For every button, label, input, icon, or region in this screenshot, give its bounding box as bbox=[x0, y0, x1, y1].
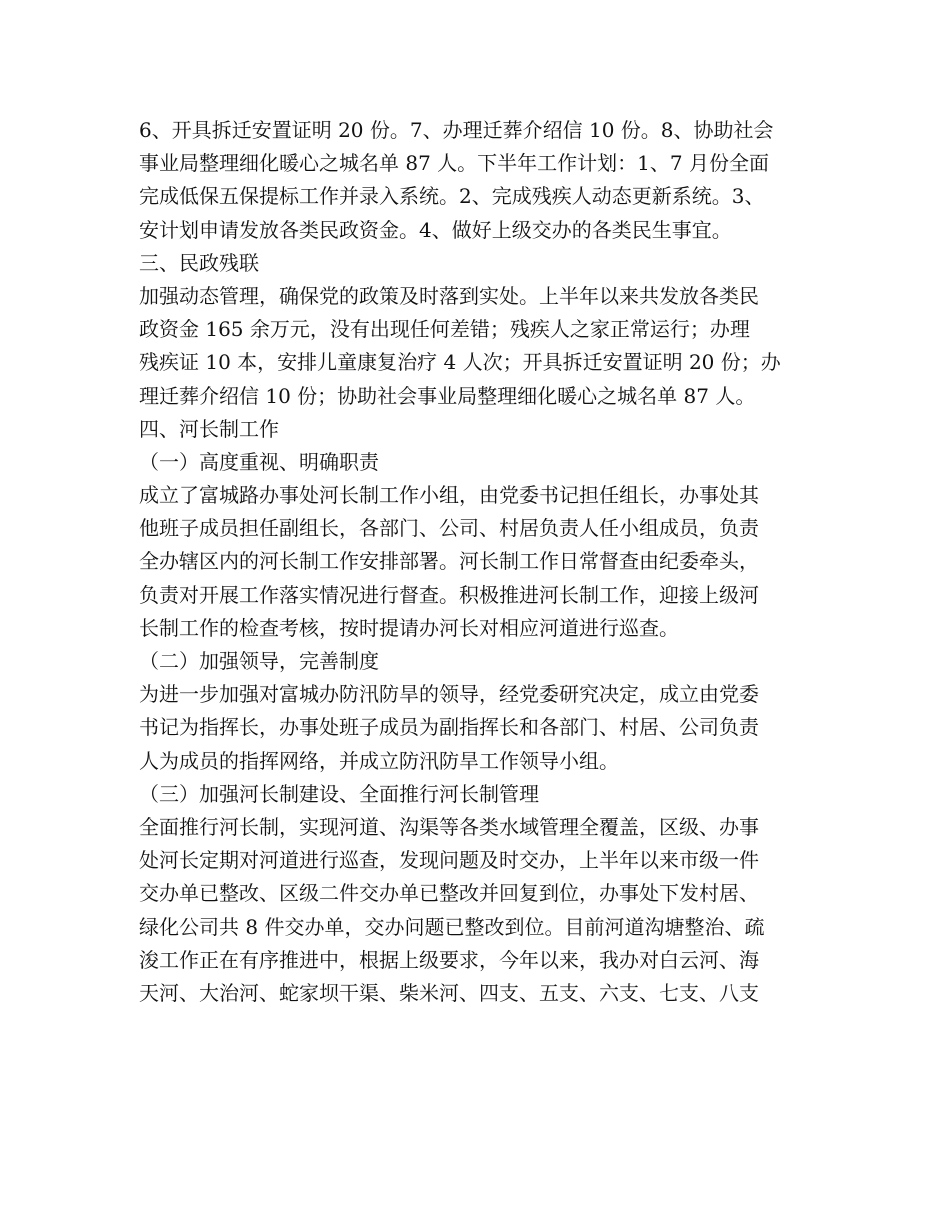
text-line: 全办辖区内的河长制工作安排部署。河长制工作日常督查由纪委牵头， bbox=[139, 549, 759, 574]
text-line: 他班子成员担任副组长，各部门、公司、村居负责人任小组成员，负责 bbox=[139, 516, 759, 541]
document-body bbox=[139, 114, 815, 1010]
text-line: 全面推行河长制，实现河道、沟渠等各类水域管理全覆盖，区级、办事 bbox=[139, 814, 759, 839]
text-line: 为进一步加强对富城办防汛防旱的领导，经党委研究决定，成立由党委 bbox=[139, 682, 759, 707]
text-line: 6、开具拆迁安置证明 20 份。7、办理迁葬介绍信 10 份。8、协助社会 bbox=[139, 118, 774, 142]
section-heading: 三、民政残联 bbox=[139, 250, 259, 275]
text-line: 浚工作正在有序推进中，根据上级要求，今年以来，我办对白云河、海 bbox=[139, 947, 759, 972]
subsection-heading: （三）加强河长制建设、全面推行河长制管理 bbox=[139, 781, 539, 806]
text-line: 人为成员的指挥网络，并成立防汛防旱工作领导小组。 bbox=[139, 748, 619, 773]
text-line: 安计划申请发放各类民政资金。4、做好上级交办的各类民生事宜。 bbox=[139, 217, 732, 242]
text-line: 理迁葬介绍信 10 份；协助社会事业局整理细化暖心之城名单 87 人。 bbox=[139, 383, 756, 408]
text-line: 处河长定期对河道进行巡查，发现问题及时交办，上半年以来市级一件 bbox=[139, 848, 759, 873]
text-line: 加强动态管理，确保党的政策及时落到实处。上半年以来共发放各类民 bbox=[139, 283, 759, 308]
text-line: 成立了富城路办事处河长制工作小组，由党委书记担任组长，办事处其 bbox=[139, 483, 759, 508]
text-line: 交办单已整改、区级二件交办单已整改并回复到位，办事处下发村居、 bbox=[139, 881, 759, 906]
subsection-heading: （一）高度重视、明确职责 bbox=[139, 449, 379, 474]
text-line: 长制工作的检查考核，按时提请办河长对相应河道进行巡查。 bbox=[139, 615, 679, 640]
text-line: 完成低保五保提标工作并录入系统。2、完成残疾人动态更新系统。3、 bbox=[139, 184, 765, 209]
text-line: 书记为指挥长，办事处班子成员为副指挥长和各部门、村居、公司负责 bbox=[139, 715, 759, 740]
text-line: 负责对开展工作落实情况进行督查。积极推进河长制工作，迎接上级河 bbox=[139, 582, 759, 607]
text-line: 政资金 165 余万元，没有出现任何差错；残疾人之家正常运行；办理 bbox=[139, 317, 750, 342]
text-line: 天河、大治河、蛇家坝干渠、柴米河、四支、五支、六支、七支、八支 bbox=[139, 980, 759, 1005]
subsection-heading: （二）加强领导，完善制度 bbox=[139, 649, 379, 673]
section-heading: 四、河长制工作 bbox=[139, 416, 279, 441]
text-line: 绿化公司共 8 件交办单，交办问题已整改到位。目前河道沟塘整治、疏 bbox=[139, 914, 765, 939]
text-line: 残疾证 10 本，安排儿童康复治疗 4 人次；开具拆迁安置证明 20 份；办 bbox=[139, 350, 781, 375]
text-line: 事业局整理细化暖心之城名单 87 人。下半年工作计划：1、7 月份全面 bbox=[139, 151, 769, 176]
